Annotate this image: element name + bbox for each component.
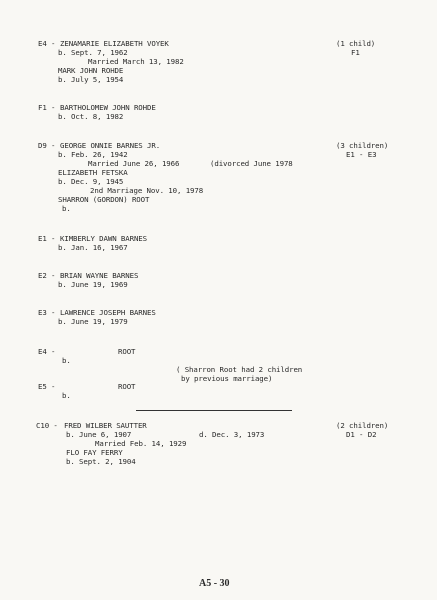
children-range: F1 xyxy=(351,48,360,57)
entry-code: E4 - xyxy=(38,347,56,356)
person-name: FRED WILBER SAUTTER xyxy=(64,421,147,430)
spouse-name: MARK JOHN ROHDE xyxy=(58,66,124,75)
entry-code: E1 - xyxy=(38,234,56,243)
spouse-birth-date: b. Sept. 2, 1904 xyxy=(66,457,136,466)
page-number: A5 - 30 xyxy=(199,578,230,589)
entry-code: D9 - xyxy=(38,141,56,150)
entry-code: F1 - xyxy=(38,103,56,112)
children-range: D1 - D2 xyxy=(346,430,377,439)
birth-date: b. Feb. 26, 1942 xyxy=(58,150,128,159)
birth-date: b. xyxy=(62,391,71,400)
entry-code: E5 - xyxy=(38,382,56,391)
spouse-birth-date: b. July 5, 1954 xyxy=(58,75,124,84)
note-line: by previous marriage) xyxy=(181,374,273,383)
section-divider xyxy=(136,410,292,411)
second-spouse-birth-date: b. xyxy=(62,204,71,213)
children-range: E1 - E3 xyxy=(346,150,377,159)
death-date: d. Dec. 3, 1973 xyxy=(199,430,265,439)
person-name: BARTHOLOMEW JOHN ROHDE xyxy=(60,103,156,112)
entry-code: E3 - xyxy=(38,308,56,317)
person-name: BRIAN WAYNE BARNES xyxy=(60,271,139,280)
person-surname: ROOT xyxy=(118,382,136,391)
entry-code: C10 - xyxy=(36,421,58,430)
person-surname: ROOT xyxy=(118,347,136,356)
children-count: (1 child) xyxy=(336,39,376,48)
birth-date: b. xyxy=(62,356,71,365)
entry-code: E2 - xyxy=(38,271,56,280)
birth-date: b. June 19, 1979 xyxy=(58,317,128,326)
note-line: ( Sharron Root had 2 children xyxy=(176,365,303,374)
person-name: KIMBERLY DAWN BARNES xyxy=(60,234,147,243)
birth-date: b. June 19, 1969 xyxy=(58,280,128,289)
spouse-name: FLO FAY FERRY xyxy=(66,448,123,457)
marriage-date: Married Feb. 14, 1929 xyxy=(95,439,187,448)
birth-date: b. June 6, 1907 xyxy=(66,430,132,439)
marriage-date: Married March 13, 1982 xyxy=(88,57,184,66)
marriage-date: Married June 26, 1966 xyxy=(88,159,180,168)
entry-code: E4 - xyxy=(38,39,56,48)
person-name: LAWRENCE JOSEPH BARNES xyxy=(60,308,156,317)
birth-date: b. Sept. 7, 1962 xyxy=(58,48,128,57)
person-name: ZENAMARIE ELIZABETH VOYEK xyxy=(60,39,169,48)
spouse-name: ELIZABETH FETSKA xyxy=(58,168,128,177)
birth-date: b. Jan. 16, 1967 xyxy=(58,243,128,252)
second-marriage-date: 2nd Marriage Nov. 10, 1978 xyxy=(90,186,204,195)
second-spouse-name: SHARRON (GORDON) ROOT xyxy=(58,195,150,204)
spouse-birth-date: b. Dec. 9, 1945 xyxy=(58,177,124,186)
children-count: (2 children) xyxy=(336,421,389,430)
divorce-date: (divorced June 1978 xyxy=(210,159,293,168)
birth-date: b. Oct. 8, 1982 xyxy=(58,112,124,121)
person-name: GEORGE ONNIE BARNES JR. xyxy=(60,141,161,150)
children-count: (3 children) xyxy=(336,141,389,150)
